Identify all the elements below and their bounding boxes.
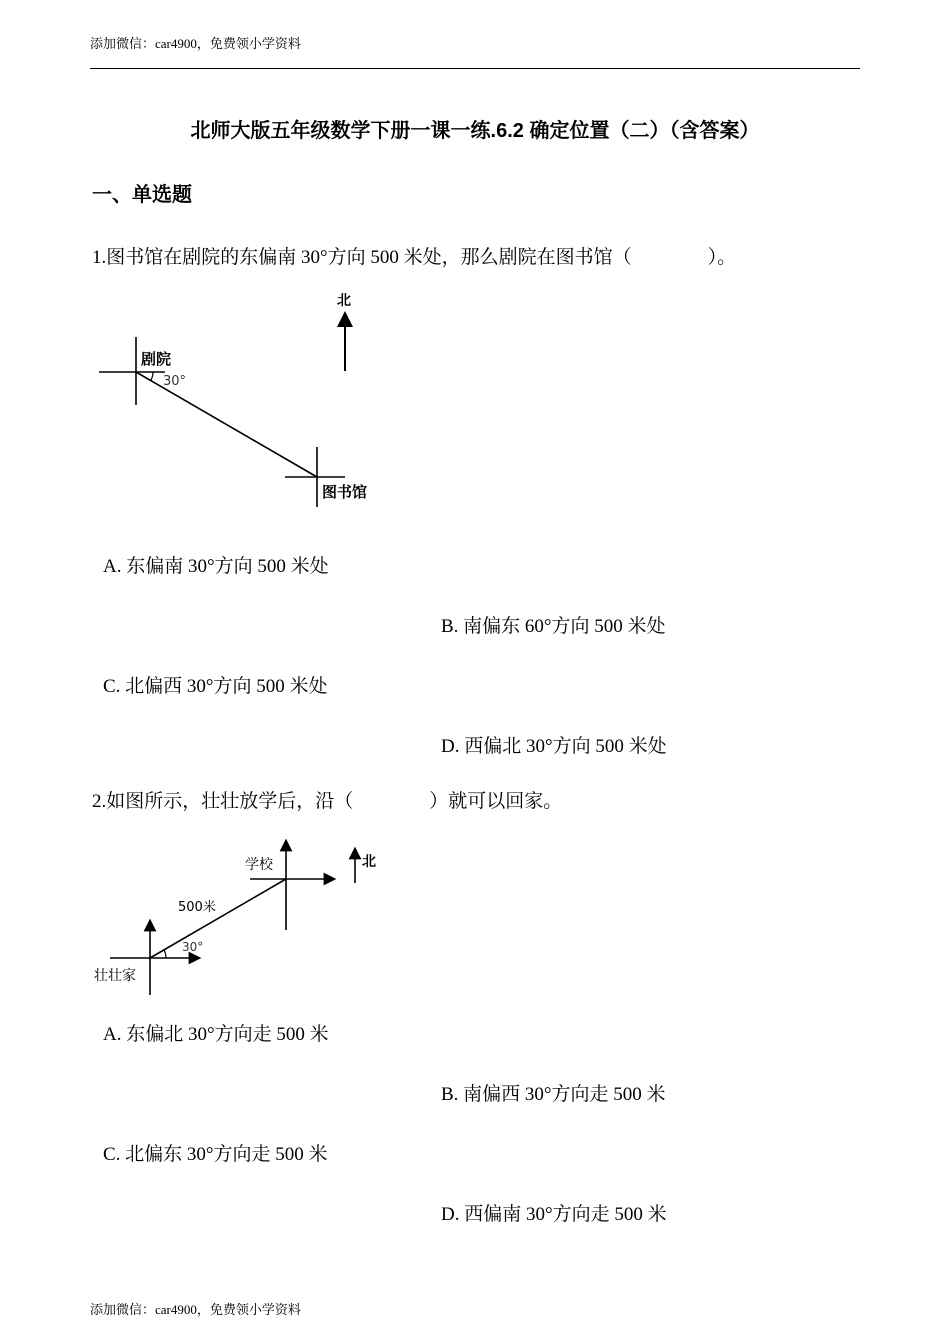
route-line (150, 879, 286, 958)
theater-label: 剧院 (141, 350, 172, 368)
distance-label: 500米 (178, 900, 216, 915)
q1-option-d[interactable]: D. 西偏北 30°方向 500 米处 (441, 736, 667, 757)
question-2-text: 2.如图所示，壮壮放学后，沿（ ）就可以回家。 (92, 791, 563, 812)
page-title: 北师大版五年级数学下册一课一练.6.2 确定位置（二）（含答案） (190, 120, 760, 142)
question-2-figure (90, 835, 390, 1000)
q1-option-b[interactable]: B. 南偏东 60°方向 500 米处 (441, 616, 666, 637)
q2-option-a[interactable]: A. 东偏北 30°方向走 500 米 (103, 1024, 329, 1045)
q1-option-a[interactable]: A. 东偏南 30°方向 500 米处 (103, 556, 329, 577)
footer-note: 添加微信：car4900，免费领小学资料 (90, 1302, 301, 1317)
question-1-text: 1.图书馆在剧院的东偏南 30°方向 500 米处，那么剧院在图书馆（ ）。 (92, 247, 737, 268)
q1-option-c[interactable]: C. 北偏西 30°方向 500 米处 (103, 676, 328, 697)
q2-option-d[interactable]: D. 西偏南 30°方向走 500 米 (441, 1204, 667, 1225)
q2-option-b[interactable]: B. 南偏西 30°方向走 500 米 (441, 1084, 666, 1105)
angle-label: 30° (163, 374, 187, 389)
header-note: 添加微信：car4900，免费领小学资料 (90, 36, 301, 51)
school-label: 学校 (245, 857, 273, 873)
library-label: 图书馆 (322, 483, 368, 501)
section-heading: 一、单选题 (92, 184, 192, 206)
route-line (136, 372, 317, 477)
header-rule (90, 68, 860, 69)
angle-label: 30° (182, 940, 204, 954)
north-label: 北 (337, 293, 351, 309)
q2-option-c[interactable]: C. 北偏东 30°方向走 500 米 (103, 1144, 328, 1165)
home-label: 壮壮家 (94, 968, 136, 984)
question-1-figure (95, 285, 395, 515)
north-label: 北 (362, 854, 376, 870)
